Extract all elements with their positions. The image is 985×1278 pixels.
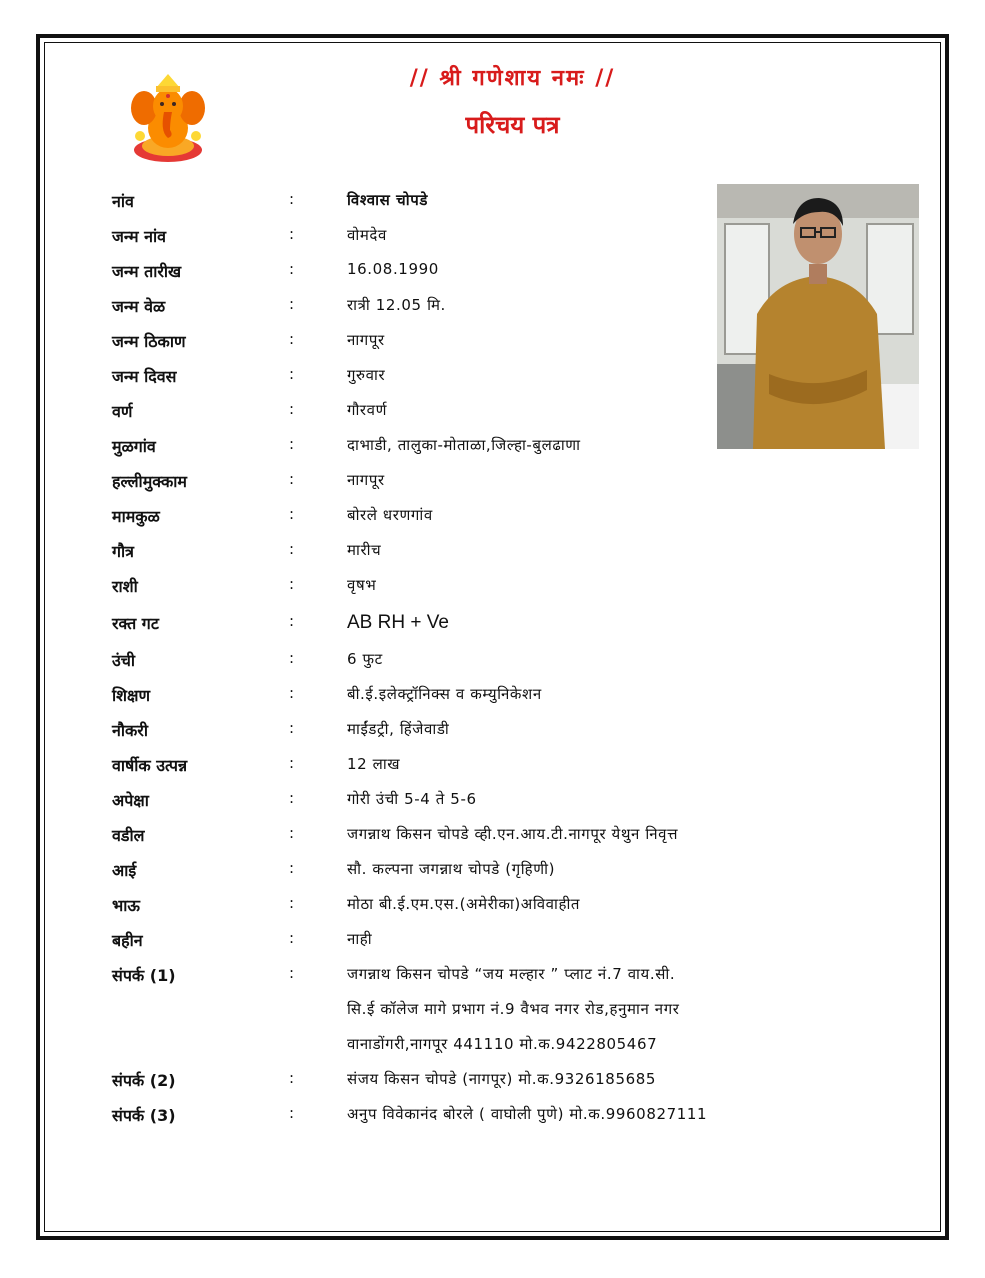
- field-value: रात्री 12.05 मि.: [347, 296, 446, 314]
- field-separator: :: [289, 540, 295, 558]
- field-separator: :: [289, 754, 295, 772]
- field-separator: :: [289, 435, 295, 453]
- field-value: AB RH + Ve: [347, 612, 449, 633]
- field-separator: :: [289, 1069, 295, 1087]
- contact-line: वानाडोंगरी,नागपूर 441110 मो.क.9422805467: [347, 1035, 658, 1053]
- field-label: नांव: [112, 192, 134, 211]
- contact-line: अनुप विवेकानंद बोरले ( वाघोली पुणे) मो.क.9960827111: [347, 1105, 708, 1123]
- field-label: जन्म दिवस: [112, 367, 177, 386]
- field-value: नाही: [347, 930, 373, 948]
- field-value: 12 लाख: [347, 755, 401, 773]
- field-label: जन्म वेळ: [112, 297, 166, 316]
- field-value: माईंडट्री, हिंजेवाडी: [347, 720, 450, 738]
- profile-photo: [717, 184, 919, 449]
- field-value: नागपूर: [347, 331, 385, 349]
- page-title: परिचय पत्र: [465, 111, 560, 139]
- contact-line: सि.ई कॉलेज मागे प्रभाग नं.9 वैभव नगर रोड,हनुमान नगर: [347, 1000, 680, 1018]
- field-value: गुरुवार: [347, 366, 386, 384]
- field-value: मारीच: [347, 541, 382, 559]
- field-label: गौत्र: [112, 542, 134, 561]
- field-label: वर्ण: [112, 402, 133, 421]
- field-separator: :: [289, 295, 295, 313]
- field-label: रक्त गट: [112, 614, 159, 633]
- field-separator: :: [289, 649, 295, 667]
- field-label: वडील: [112, 826, 145, 845]
- field-separator: :: [289, 684, 295, 702]
- contact-label: संपर्क (1): [112, 966, 176, 985]
- field-label: मामकुळ: [112, 507, 160, 526]
- field-label: आई: [112, 861, 137, 880]
- field-value: गौरवर्ण: [347, 401, 388, 419]
- field-value: बी.ई.इलेक्ट्रॉनिक्स व कम्युनिकेशन: [347, 685, 542, 703]
- contact-line: संजय किसन चोपडे (नागपूर) मो.क.9326185685: [347, 1070, 657, 1088]
- field-label: मुळगांव: [112, 437, 156, 456]
- field-label: जन्म तारीख: [112, 262, 182, 281]
- field-value: 16.08.1990: [347, 260, 439, 278]
- field-value: जगन्नाथ किसन चोपडे व्ही.एन.आय.टी.नागपूर येथुन निवृत्त: [347, 825, 679, 843]
- field-separator: :: [289, 470, 295, 488]
- field-separator: :: [289, 1104, 295, 1122]
- field-label: हल्लीमुक्काम: [112, 472, 187, 491]
- field-value: 6 फुट: [347, 650, 383, 668]
- field-separator: :: [289, 894, 295, 912]
- field-value: सौ. कल्पना जगन्नाथ चोपडे (गृहिणी): [347, 860, 556, 878]
- contact-label: संपर्क (2): [112, 1071, 176, 1090]
- field-separator: :: [289, 719, 295, 737]
- field-label: शिक्षण: [112, 686, 151, 705]
- field-separator: :: [289, 400, 295, 418]
- field-value: दाभाडी, तालुका-मोताळा,जिल्हा-बुलढाणा: [347, 436, 581, 454]
- invocation-heading: // श्री गणेशाय नमः //: [409, 66, 616, 91]
- field-label: भाऊ: [112, 896, 140, 915]
- field-separator: :: [289, 365, 295, 383]
- field-separator: :: [289, 330, 295, 348]
- field-label: जन्म नांव: [112, 227, 167, 246]
- field-separator: :: [289, 859, 295, 877]
- field-separator: :: [289, 789, 295, 807]
- field-value: मोठा बी.ई.एम.एस.(अमेरीका)अविवाहीत: [347, 895, 581, 913]
- field-value: बोरले धरणगांव: [347, 506, 433, 524]
- field-label: नौकरी: [112, 721, 149, 740]
- field-value: विश्वास चोपडे: [347, 191, 428, 209]
- contact-label: संपर्क (3): [112, 1106, 176, 1125]
- field-separator: :: [289, 929, 295, 947]
- field-label: राशी: [112, 577, 138, 596]
- field-label: वार्षीक उत्पन्न: [112, 756, 188, 775]
- field-separator: :: [289, 824, 295, 842]
- field-label: जन्म ठिकाण: [112, 332, 186, 351]
- field-separator: :: [289, 964, 295, 982]
- field-separator: :: [289, 190, 295, 208]
- field-separator: :: [289, 225, 295, 243]
- contact-line: जगन्नाथ किसन चोपडे “जय मल्हार ” प्लाट नं.7 वाय.सी.: [347, 965, 676, 983]
- field-value: वोमदेव: [347, 226, 387, 244]
- field-separator: :: [289, 260, 295, 278]
- field-value: गोरी उंची 5-4 ते 5-6: [347, 790, 477, 808]
- field-separator: :: [289, 505, 295, 523]
- field-label: बहीन: [112, 931, 143, 950]
- field-value: नागपूर: [347, 471, 385, 489]
- field-separator: :: [289, 575, 295, 593]
- field-label: उंची: [112, 651, 136, 670]
- field-label: अपेक्षा: [112, 791, 149, 810]
- field-value: वृषभ: [347, 576, 377, 594]
- field-separator: :: [289, 612, 295, 630]
